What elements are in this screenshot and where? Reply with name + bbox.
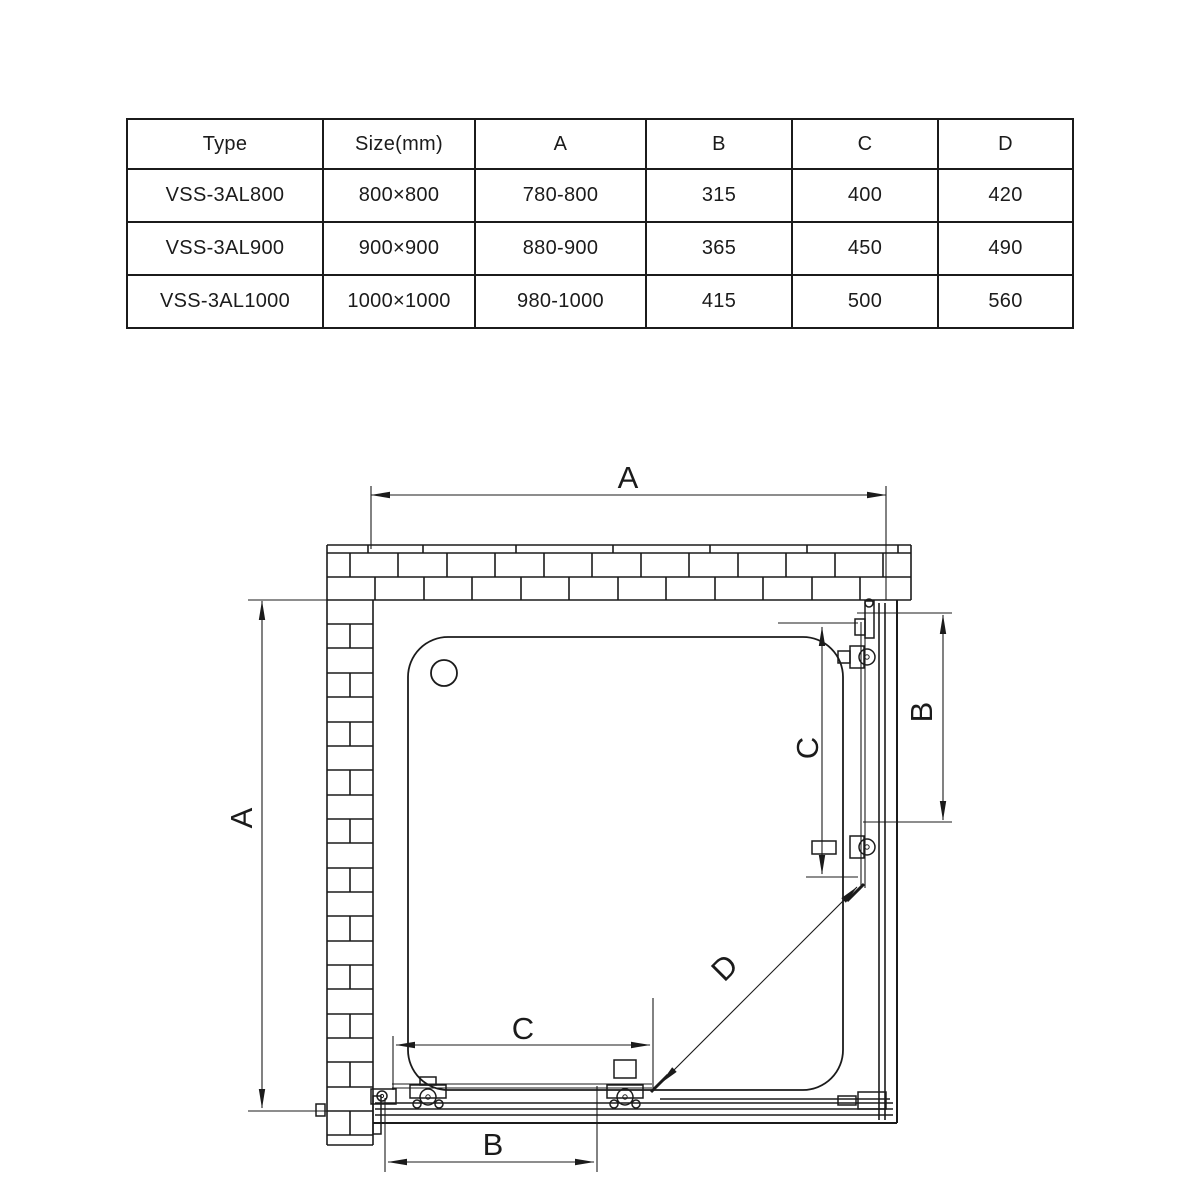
cell-b: 315 <box>646 169 792 222</box>
dim-label-c-bottom: C <box>511 1011 535 1046</box>
col-header-b: B <box>646 119 792 169</box>
drain-icon <box>431 660 457 686</box>
cell-type: VSS-3AL800 <box>127 169 323 222</box>
door-edge-hook <box>847 884 864 901</box>
cell-size: 1000×1000 <box>323 275 475 328</box>
cell-a: 780-800 <box>475 169 646 222</box>
cell-c: 400 <box>792 169 938 222</box>
dimension-b-right <box>857 613 952 822</box>
cell-a: 880-900 <box>475 222 646 275</box>
col-header-size: Size(mm) <box>323 119 475 169</box>
col-header-type: Type <box>127 119 323 169</box>
dim-label-c-right: C <box>790 736 825 760</box>
cell-d: 490 <box>938 222 1073 275</box>
wall-left <box>327 600 373 1145</box>
cell-a: 980-1000 <box>475 275 646 328</box>
cell-type: VSS-3AL900 <box>127 222 323 275</box>
cell-d: 420 <box>938 169 1073 222</box>
col-header-d: D <box>938 119 1073 169</box>
dim-label-a-top: A <box>617 460 639 495</box>
shower-tray <box>408 637 843 1090</box>
cell-c: 500 <box>792 275 938 328</box>
dimension-d-diagonal <box>661 887 857 1083</box>
cell-c: 450 <box>792 222 938 275</box>
wall-top <box>327 545 911 600</box>
dimension-a-top <box>371 460 886 600</box>
cell-size: 900×900 <box>323 222 475 275</box>
dimension-a-left <box>224 600 368 1111</box>
dimension-b-bottom <box>385 1086 597 1172</box>
cell-size: 800×800 <box>323 169 475 222</box>
wall-profile-top-right <box>855 599 874 638</box>
cell-b: 365 <box>646 222 792 275</box>
dimension-c-right <box>778 623 858 877</box>
dim-label-a-left: A <box>224 807 259 829</box>
door-roller <box>838 646 875 668</box>
col-header-a: A <box>475 119 646 169</box>
dim-label-b-bottom: B <box>482 1127 504 1162</box>
cell-type: VSS-3AL1000 <box>127 275 323 328</box>
cell-d: 560 <box>938 275 1073 328</box>
sliding-door-bottom <box>392 1060 668 1108</box>
dim-label-b-right: B <box>904 701 939 723</box>
col-header-c: C <box>792 119 938 169</box>
cell-b: 415 <box>646 275 792 328</box>
dim-label-d: D <box>704 947 745 988</box>
